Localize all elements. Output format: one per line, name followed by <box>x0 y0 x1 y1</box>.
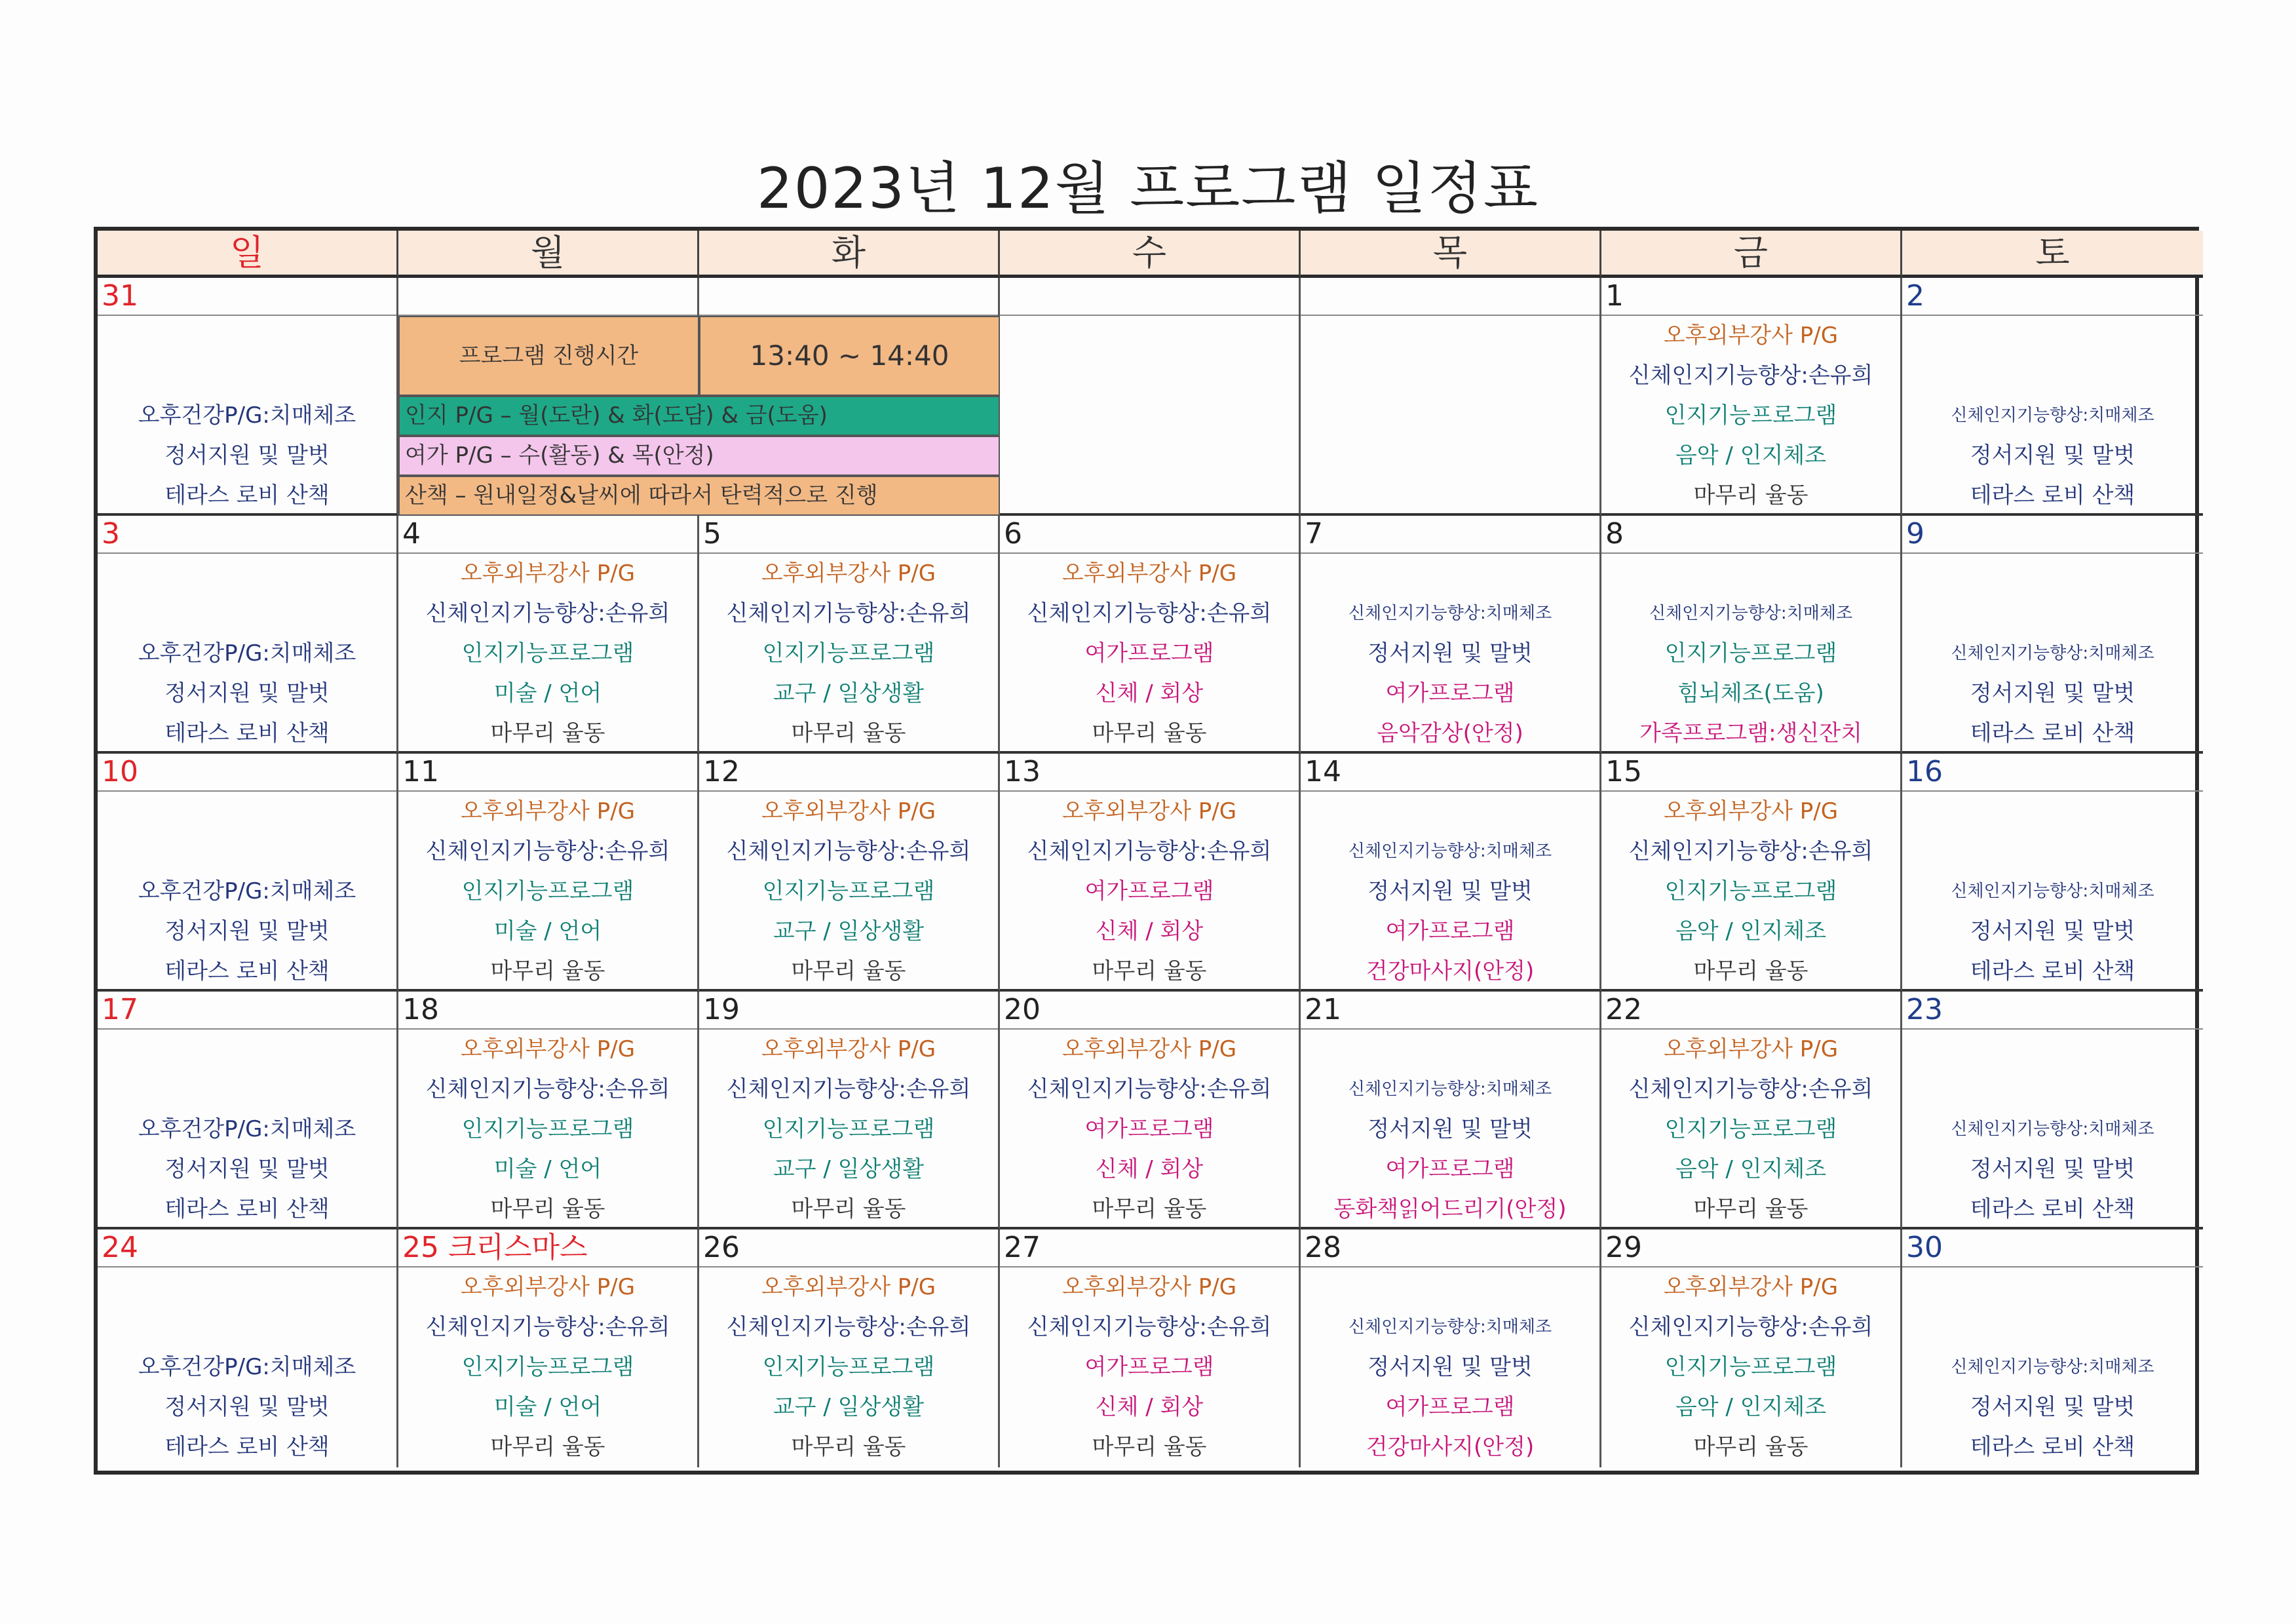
day-number: 5 <box>699 516 998 554</box>
schedule-line: 인지기능프로그램 <box>461 640 634 667</box>
day-number: 1 <box>1601 278 1900 316</box>
schedule-line: 신체인지기능향상:치매체조 <box>1951 1119 2154 1139</box>
day-number: 23 <box>1902 992 2203 1030</box>
day-cell <box>1301 1229 1601 1467</box>
schedule-line: 신체인지기능향상:손유희 <box>425 600 670 627</box>
schedule-line: 여가프로그램 <box>1385 1156 1515 1182</box>
schedule-line: 테라스 로비 산책 <box>164 1196 330 1222</box>
schedule-line: 테라스 로비 산책 <box>1970 1196 2135 1222</box>
schedule-line: 오후외부강사 P/G <box>1663 322 1839 349</box>
day-number: 19 <box>699 992 998 1030</box>
day-number: 16 <box>1902 754 2203 792</box>
weekday-header-1: 월 <box>398 231 699 278</box>
day-cell <box>98 278 398 516</box>
day-cell <box>1601 278 1902 516</box>
schedule-line: 신체인지기능향상:손유희 <box>1628 1076 1873 1102</box>
schedule-line: 여가프로그램 <box>1385 918 1515 944</box>
day-cell <box>699 992 1000 1229</box>
schedule-line: 정서지원 및 말벗 <box>164 918 330 944</box>
leisure-program-banner: 여가 P/G – 수(활동) & 목(안정) <box>398 436 1000 476</box>
day-cell <box>1301 516 1601 754</box>
schedule-line: 신체인지기능향상:치매체조 <box>1951 881 2154 901</box>
schedule-line: 인지기능프로그램 <box>1664 1116 1837 1142</box>
schedule-line: 신체인지기능향상:손유희 <box>726 1076 971 1102</box>
schedule-line: 오후건강P/G:치매체조 <box>138 640 356 667</box>
day-number: 2 <box>1902 278 2203 316</box>
schedule-line: 정서지원 및 말벗 <box>1368 640 1533 667</box>
day-cell <box>398 516 699 754</box>
schedule-line: 정서지원 및 말벗 <box>1970 1394 2135 1420</box>
schedule-line: 마무리 율동 <box>791 1196 906 1222</box>
day-number: 3 <box>98 516 396 554</box>
day-cell <box>398 992 699 1229</box>
schedule-line: 오후외부강사 P/G <box>1663 798 1839 824</box>
schedule-line: 인지기능프로그램 <box>1664 878 1837 904</box>
day-number: 22 <box>1601 992 1900 1030</box>
schedule-line: 가족프로그램:생신잔치 <box>1639 720 1862 746</box>
schedule-line: 테라스 로비 산책 <box>164 1434 330 1460</box>
schedule-line: 교구 / 일상생활 <box>773 1394 925 1420</box>
schedule-line: 음악 / 인지체조 <box>1675 1156 1827 1182</box>
schedule-line: 정서지원 및 말벗 <box>164 1156 330 1182</box>
day-cell <box>1000 1229 1301 1467</box>
day-cell <box>98 516 398 754</box>
schedule-line: 오후외부강사 P/G <box>460 560 636 587</box>
day-number: 10 <box>98 754 396 792</box>
schedule-line: 여가프로그램 <box>1084 878 1214 904</box>
schedule-line: 오후건강P/G:치매체조 <box>138 878 356 904</box>
day-number <box>1301 278 1599 316</box>
day-cell <box>1000 992 1301 1229</box>
schedule-line: 신체인지기능향상:치매체조 <box>1649 604 1853 623</box>
schedule-line: 정서지원 및 말벗 <box>1970 442 2135 469</box>
day-number: 29 <box>1601 1229 1900 1267</box>
schedule-line: 미술 / 언어 <box>493 680 602 706</box>
day-cell <box>1601 992 1902 1229</box>
schedule-line: 마무리 율동 <box>1092 958 1207 984</box>
day-number: 26 <box>699 1229 998 1267</box>
schedule-line: 마무리 율동 <box>1092 720 1207 746</box>
schedule-line: 신체인지기능향상:손유희 <box>726 838 971 864</box>
day-cell <box>398 754 699 992</box>
weekday-header-3: 수 <box>1000 231 1301 278</box>
schedule-line: 오후외부강사 P/G <box>460 1274 636 1300</box>
cognitive-program-banner: 인지 P/G – 월(도란) & 화(도담) & 금(도움) <box>398 396 1000 436</box>
day-cell <box>699 516 1000 754</box>
schedule-line: 오후건강P/G:치매체조 <box>138 1354 356 1380</box>
schedule-line: 인지기능프로그램 <box>762 1354 935 1380</box>
day-number: 18 <box>398 992 697 1030</box>
day-number: 7 <box>1301 516 1599 554</box>
day-number: 21 <box>1301 992 1599 1030</box>
weekday-header-4: 목 <box>1301 231 1601 278</box>
schedule-line: 미술 / 언어 <box>493 1156 602 1182</box>
schedule-line: 오후외부강사 P/G <box>1663 1036 1839 1062</box>
calendar-grid <box>94 227 2199 1475</box>
schedule-line: 신체인지기능향상:치매체조 <box>1348 1079 1552 1099</box>
day-number: 8 <box>1601 516 1900 554</box>
schedule-line: 정서지원 및 말벗 <box>1368 878 1533 904</box>
schedule-line: 정서지원 및 말벗 <box>1970 918 2135 944</box>
schedule-line: 미술 / 언어 <box>493 1394 602 1420</box>
schedule-line: 신체인지기능향상:손유희 <box>1628 1314 1873 1340</box>
day-cell <box>398 1229 699 1467</box>
schedule-line: 오후외부강사 P/G <box>1062 1274 1237 1300</box>
schedule-line: 오후외부강사 P/G <box>1663 1274 1839 1300</box>
day-cell <box>699 1229 1000 1467</box>
schedule-line: 오후외부강사 P/G <box>1062 798 1237 824</box>
schedule-line: 여가프로그램 <box>1385 680 1515 706</box>
schedule-line: 마무리 율동 <box>490 1196 605 1222</box>
schedule-line: 신체인지기능향상:치매체조 <box>1348 841 1552 861</box>
schedule-line: 교구 / 일상생활 <box>773 1156 925 1182</box>
schedule-line: 신체 / 회상 <box>1095 918 1204 944</box>
schedule-line: 신체인지기능향상:손유희 <box>1027 600 1272 627</box>
day-cell <box>1000 278 1301 516</box>
schedule-line: 마무리 율동 <box>490 1434 605 1460</box>
schedule-line: 마무리 율동 <box>1693 1434 1808 1460</box>
schedule-line: 오후외부강사 P/G <box>761 1036 936 1062</box>
schedule-line: 오후외부강사 P/G <box>460 1036 636 1062</box>
day-number: 17 <box>98 992 396 1030</box>
day-number: 24 <box>98 1229 396 1267</box>
walk-schedule-banner: 산책 – 원내일정&날씨에 따라서 탄력적으로 진행 <box>398 476 1000 516</box>
day-number: 27 <box>1000 1229 1299 1267</box>
weekday-header-5: 금 <box>1601 231 1902 278</box>
schedule-line: 인지기능프로그램 <box>762 640 935 667</box>
day-number: 30 <box>1902 1229 2203 1267</box>
schedule-line: 오후외부강사 P/G <box>761 1274 936 1300</box>
schedule-line: 테라스 로비 산책 <box>164 958 330 984</box>
schedule-line: 신체 / 회상 <box>1095 1394 1204 1420</box>
schedule-line: 테라스 로비 산책 <box>1970 482 2135 509</box>
schedule-line: 마무리 율동 <box>1693 482 1808 509</box>
schedule-line: 정서지원 및 말벗 <box>164 680 330 706</box>
schedule-line: 정서지원 및 말벗 <box>1368 1354 1533 1380</box>
schedule-line: 오후외부강사 P/G <box>460 798 636 824</box>
schedule-line: 정서지원 및 말벗 <box>1970 680 2135 706</box>
schedule-line: 오후건강P/G:치매체조 <box>138 1116 356 1142</box>
day-number: 28 <box>1301 1229 1599 1267</box>
schedule-line: 오후건강P/G:치매체조 <box>138 402 356 429</box>
day-cell <box>98 754 398 992</box>
day-cell <box>98 1229 398 1467</box>
schedule-line: 여가프로그램 <box>1084 1354 1214 1380</box>
day-number: 6 <box>1000 516 1299 554</box>
day-cell <box>1601 1229 1902 1467</box>
schedule-line: 신체인지기능향상:손유희 <box>1628 838 1873 864</box>
schedule-line: 교구 / 일상생활 <box>773 680 925 706</box>
schedule-line: 동화책읽어드리기(안정) <box>1333 1196 1567 1222</box>
schedule-line: 마무리 율동 <box>1092 1434 1207 1460</box>
schedule-line: 테라스 로비 산책 <box>164 720 330 746</box>
schedule-line: 신체인지기능향상:치매체조 <box>1951 644 2154 663</box>
schedule-line: 미술 / 언어 <box>493 918 602 944</box>
schedule-line: 여가프로그램 <box>1084 1116 1214 1142</box>
schedule-line: 여가프로그램 <box>1084 640 1214 667</box>
day-number: 11 <box>398 754 697 792</box>
day-number: 12 <box>699 754 998 792</box>
schedule-line: 음악감상(안정) <box>1377 720 1523 746</box>
schedule-line: 정서지원 및 말벗 <box>1368 1116 1533 1142</box>
schedule-line: 신체인지기능향상:손유희 <box>726 600 971 627</box>
schedule-line: 정서지원 및 말벗 <box>164 1394 330 1420</box>
schedule-line: 신체인지기능향상:치매체조 <box>1951 406 2154 425</box>
day-cell <box>98 992 398 1229</box>
day-number: 20 <box>1000 992 1299 1030</box>
schedule-line: 여가프로그램 <box>1385 1394 1515 1420</box>
schedule-line: 신체인지기능향상:손유희 <box>1027 1314 1272 1340</box>
schedule-line: 신체인지기능향상:손유희 <box>425 1076 670 1102</box>
day-cell <box>1902 516 2203 754</box>
schedule-line: 인지기능프로그램 <box>1664 1354 1837 1380</box>
weekday-header-6: 토 <box>1902 231 2203 278</box>
day-cell <box>1301 278 1601 516</box>
schedule-line: 오후외부강사 P/G <box>1062 560 1237 587</box>
day-number: 9 <box>1902 516 2203 554</box>
day-cell <box>1902 992 2203 1229</box>
schedule-line: 건강마사지(안정) <box>1366 1434 1535 1460</box>
day-number: 14 <box>1301 754 1599 792</box>
day-number: 15 <box>1601 754 1900 792</box>
schedule-line: 음악 / 인지체조 <box>1675 442 1827 469</box>
schedule-line: 마무리 율동 <box>490 958 605 984</box>
schedule-line: 테라스 로비 산책 <box>164 482 330 509</box>
schedule-line: 건강마사지(안정) <box>1366 958 1535 984</box>
schedule-line: 마무리 율동 <box>490 720 605 746</box>
schedule-line: 신체인지기능향상:손유희 <box>1628 362 1873 389</box>
day-number <box>1000 278 1299 316</box>
schedule-line: 정서지원 및 말벗 <box>164 442 330 469</box>
program-time-value: 13:40 ~ 14:40 <box>699 316 1000 396</box>
schedule-line: 인지기능프로그램 <box>461 1354 634 1380</box>
schedule-line: 신체인지기능향상:손유희 <box>1027 838 1272 864</box>
day-number: 13 <box>1000 754 1299 792</box>
schedule-line: 교구 / 일상생활 <box>773 918 925 944</box>
schedule-line: 신체인지기능향상:손유희 <box>1027 1076 1272 1102</box>
schedule-line: 마무리 율동 <box>791 720 906 746</box>
day-cell <box>1902 754 2203 992</box>
schedule-line: 신체인지기능향상:치매체조 <box>1348 1317 1552 1337</box>
schedule-line: 신체 / 회상 <box>1095 1156 1204 1182</box>
day-cell <box>1000 754 1301 992</box>
day-cell <box>1902 278 2203 516</box>
schedule-line: 음악 / 인지체조 <box>1675 1394 1827 1420</box>
day-cell <box>1902 1229 2203 1467</box>
schedule-line: 오후외부강사 P/G <box>761 560 936 587</box>
program-time-label: 프로그램 진행시간 <box>398 316 699 396</box>
schedule-line: 신체인지기능향상:치매체조 <box>1951 1357 2154 1377</box>
page-title: 2023년 12월 프로그램 일정표 <box>757 156 1539 222</box>
schedule-line: 마무리 율동 <box>1693 1196 1808 1222</box>
weekday-header-2: 화 <box>699 231 1000 278</box>
schedule-line: 인지기능프로그램 <box>762 878 935 904</box>
day-number <box>699 278 998 316</box>
schedule-line: 음악 / 인지체조 <box>1675 918 1827 944</box>
schedule-line: 신체인지기능향상:손유희 <box>425 838 670 864</box>
schedule-line: 테라스 로비 산책 <box>1970 958 2135 984</box>
schedule-line: 신체인지기능향상:손유희 <box>726 1314 971 1340</box>
day-number: 31 <box>98 278 396 316</box>
schedule-line: 인지기능프로그램 <box>1664 640 1837 667</box>
schedule-line: 인지기능프로그램 <box>461 878 634 904</box>
schedule-line: 신체 / 회상 <box>1095 680 1204 706</box>
schedule-line: 마무리 율동 <box>791 1434 906 1460</box>
schedule-line: 마무리 율동 <box>791 958 906 984</box>
schedule-line: 오후외부강사 P/G <box>1062 1036 1237 1062</box>
schedule-line: 인지기능프로그램 <box>1664 402 1837 429</box>
day-cell <box>1601 754 1902 992</box>
day-cell <box>699 754 1000 992</box>
day-number <box>398 278 697 316</box>
day-cell <box>1301 754 1601 992</box>
day-cell <box>1601 516 1902 754</box>
schedule-line: 힘뇌체조(도움) <box>1677 680 1824 706</box>
schedule-line: 신체인지기능향상:손유희 <box>425 1314 670 1340</box>
schedule-line: 테라스 로비 산책 <box>1970 720 2135 746</box>
schedule-line: 마무리 율동 <box>1092 1196 1207 1222</box>
weekday-header-0: 일 <box>98 231 398 278</box>
schedule-line: 신체인지기능향상:치매체조 <box>1348 604 1552 623</box>
schedule-line: 마무리 율동 <box>1693 958 1808 984</box>
schedule-line: 정서지원 및 말벗 <box>1970 1156 2135 1182</box>
day-cell <box>1301 992 1601 1229</box>
schedule-line: 인지기능프로그램 <box>461 1116 634 1142</box>
day-number: 4 <box>398 516 697 554</box>
schedule-line: 오후외부강사 P/G <box>761 798 936 824</box>
schedule-line: 인지기능프로그램 <box>762 1116 935 1142</box>
schedule-line: 테라스 로비 산책 <box>1970 1434 2135 1460</box>
day-cell <box>1000 516 1301 754</box>
day-number: 25 크리스마스 <box>398 1229 697 1267</box>
